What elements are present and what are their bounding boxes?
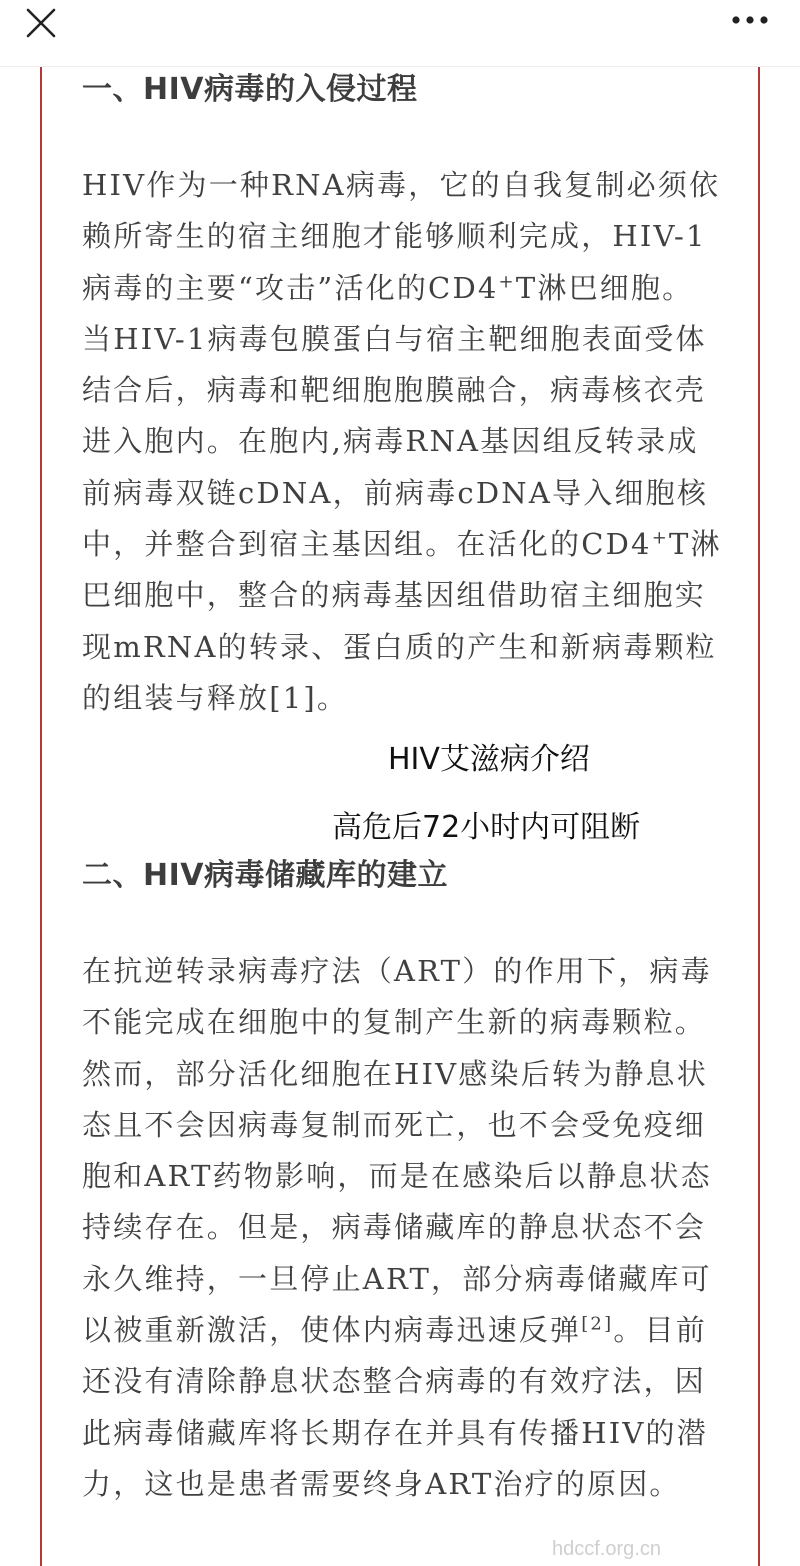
paragraph-hiv-invasion — [82, 160, 722, 724]
paragraph-end: 。 — [316, 680, 349, 715]
more-options-button[interactable] — [730, 8, 770, 32]
reference-marker: [1] — [269, 680, 317, 715]
section-heading-hiv-invasion: 一、HIV病毒的入侵过程 — [82, 72, 418, 107]
close-icon — [24, 6, 58, 40]
top-toolbar — [0, 0, 800, 67]
more-horizontal-icon — [730, 8, 770, 32]
overlay-title: HIV艾滋病介绍 — [388, 742, 590, 777]
superscript-plus: + — [651, 527, 669, 549]
paragraph-text: T淋巴细胞中，整合的病毒基因组借助宿主细胞实现mRNA的转录、蛋白质的产生和新病毒颗粒的组装与释放 — [82, 527, 722, 715]
reference-marker: [2] — [581, 1313, 614, 1335]
overlay-subtitle: 高危后72小时内可阻断 — [332, 810, 641, 845]
superscript-plus: + — [498, 270, 516, 292]
section-heading-hiv-reservoir: 二、HIV病毒储藏库的建立 — [82, 858, 448, 893]
paragraph-text: T淋巴细胞。当HIV-1病毒包膜蛋白与宿主靶细胞表面受体结合后，病毒和靶细胞胞膜融合，病毒核衣壳进入胞内。在胞内,病毒RNA基因组反转录成前病毒双链cDNA，前病毒cDNA导入细胞核中，并整合到宿主基因组。在活化的CD4 — [82, 270, 709, 562]
close-button[interactable] — [24, 6, 58, 40]
paragraph-text: 。目前还没有清除静息状态整合病毒的有效疗法，因此病毒储藏库将长期存在并具有传播HIV的潜力，这也是患者需要终身ART治疗的原因。 — [82, 1313, 708, 1501]
watermark: hdccf.org.cn — [552, 1538, 661, 1560]
paragraph-hiv-reservoir — [82, 946, 722, 1510]
paragraph-text: HIV作为一种RNA病毒，它的自我复制必须依赖所寄生的宿主细胞才能够顺利完成，HIV-1病毒的主要“攻击”活化的CD4 — [82, 168, 721, 305]
paragraph-text: 在抗逆转录病毒疗法（ART）的作用下，病毒不能完成在细胞中的复制产生新的病毒颗粒。然而，部分活化细胞在HIV感染后转为静息状态且不会因病毒复制而死亡，也不会受免疫细胞和ART药物影响，而是在感染后以静息状态持续存在。但是，病毒储藏库的静息状态不会永久维持，一旦停止ART，部分病毒储藏库可以被重新激活，使体内病毒迅速反弹 — [82, 954, 712, 1348]
